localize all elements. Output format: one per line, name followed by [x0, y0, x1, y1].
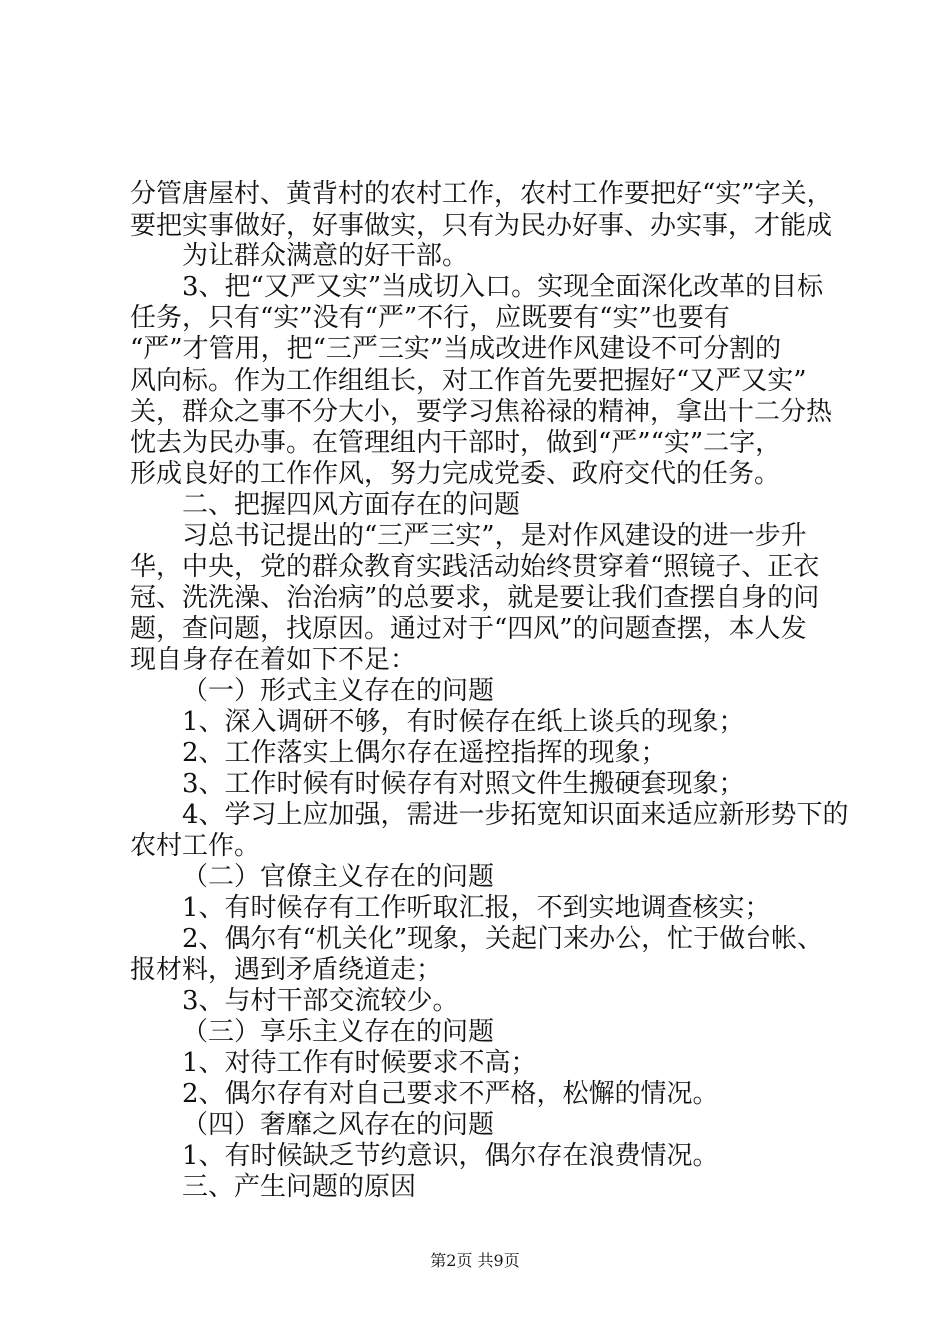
page-footer: 第2页 共9页: [430, 1251, 520, 1270]
list-item: 4、学习上应加强，需进一步拓宽知识面来适应新形势下的: [182, 800, 849, 830]
text-line: 形成良好的工作作风，努力完成党委、政府交代的任务。: [130, 459, 781, 489]
text-line: 任务，只有“实”没有“严”不行，应既要有“实”也要有: [130, 303, 730, 333]
text-line: 农村工作。: [130, 831, 261, 861]
text-line: “严”才管用，把“三严三实”当成改进作风建设不可分割的: [130, 334, 782, 364]
list-item: 2、工作落实上偶尔存在遥控指挥的现象；: [182, 738, 667, 768]
text-line: 分管唐屋村、黄背村的农村工作，农村工作要把好“实”字关，: [130, 179, 833, 209]
list-item: 1、对待工作有时候要求不高；: [182, 1048, 537, 1078]
text-line: 为让群众满意的好干部。: [182, 241, 469, 271]
text-line: 关，群众之事不分大小，要学习焦裕禄的精神，拿出十二分热: [130, 397, 833, 427]
list-item: 3、与村干部交流较少。: [182, 986, 459, 1016]
text-line: 题，查问题，找原因。通过对于“四风”的问题查摆，本人发: [130, 614, 807, 644]
list-item: 2、偶尔有“机关化”现象，关起门来办公，忙于做台帐、: [182, 924, 824, 954]
subsection-heading: （四）奢靡之风存在的问题: [182, 1110, 495, 1140]
subsection-heading: （三）享乐主义存在的问题: [182, 1017, 495, 1047]
list-item: 1、深入调研不够，有时候存在纸上谈兵的现象；: [182, 707, 745, 737]
text-line: 3、把“又严又实”当成切入口。实现全面深化改革的目标: [182, 272, 824, 302]
list-item: 1、有时候存有工作听取汇报，不到实地调查核实；: [182, 893, 771, 923]
subsection-heading: （一）形式主义存在的问题: [182, 676, 495, 706]
list-item: 3、工作时候有时候存有对照文件生搬硬套现象；: [182, 769, 745, 799]
section-heading: 二、把握四风方面存在的问题: [182, 490, 521, 520]
text-line: 现自身存在着如下不足：: [130, 645, 417, 675]
text-line: 华，中央，党的群众教育实践活动始终贯穿着“照镜子、正衣: [130, 552, 820, 582]
text-line: 忱去为民办事。在管理组内干部时，做到“严”“实”二字，: [130, 428, 782, 458]
text-line: 冠、洗洗澡、治治病”的总要求，就是要让我们查摆自身的问: [130, 583, 820, 613]
section-heading: 三、产生问题的原因: [182, 1172, 417, 1202]
text-line: 报材料，遇到矛盾绕道走；: [130, 955, 443, 985]
subsection-heading: （二）官僚主义存在的问题: [182, 862, 495, 892]
text-line: 风向标。作为工作组组长，对工作首先要把握好“又严又实”: [130, 366, 807, 396]
text-line: 习总书记提出的“三严三实”，是对作风建设的进一步升: [182, 521, 807, 551]
list-item: 2、偶尔存有对自己要求不严格，松懈的情况。: [182, 1079, 719, 1109]
list-item: 1、有时候缺乏节约意识，偶尔存在浪费情况。: [182, 1141, 719, 1171]
text-line: 要把实事做好，好事做实，只有为民办好事、办实事，才能成: [130, 211, 833, 241]
